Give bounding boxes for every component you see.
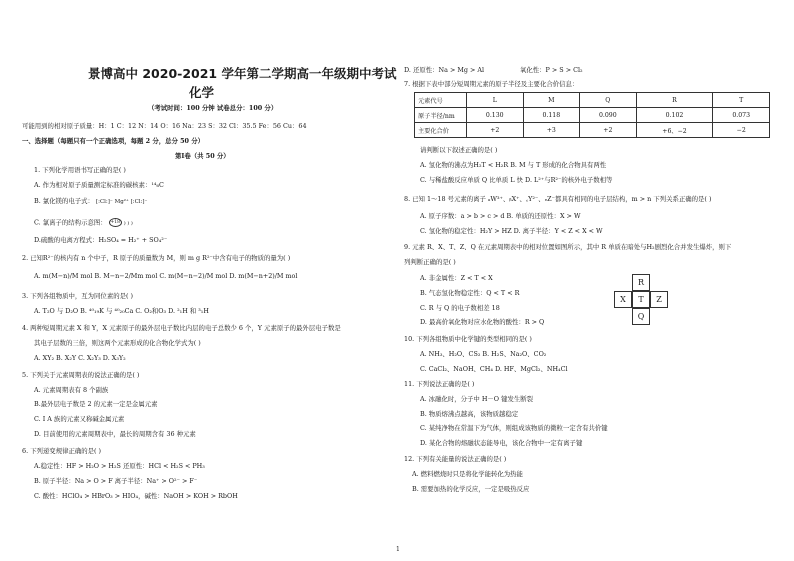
question-5: 5. 下列关于元素周期表的说法正确的是( ) (22, 371, 140, 379)
q6-option-c: C. 酸性：HClO₄ > HBrO₃ > HIO₄，碱性：NaOH > KOH > RbOH (34, 492, 238, 500)
question-11: 11. 下列说法正确的是( ) (404, 380, 475, 388)
q1-option-b: B. 氯化镁的电子式： [:Cl:]⁻ Mg²⁺ [:Cl:]⁻ (34, 197, 148, 205)
cell-z: Z (650, 291, 668, 308)
q9-option-c: C. R 与 Q 的电子数相差 18 (420, 304, 500, 312)
question-6: 6. 下列递变规律正确的是( ) (22, 447, 102, 455)
cell-x: X (614, 291, 632, 308)
q7-stem: 请判断以下叙述正确的是( ) (420, 146, 498, 154)
question-10: 10. 下列各组物质中化学键的类型相同的是( ) (404, 335, 532, 343)
question-8: 8. 已知 1～18 号元素的离子 ₐW³⁺、ᵦX⁺、꜀Y²⁻、ₑZ⁻都具有相同的电子层结构，m > n 下列关系正确的是( ) (404, 195, 712, 203)
q9-option-a: A. 非金属性：Z < T < X (420, 274, 493, 282)
subject-title: 化学 (189, 85, 215, 100)
table-header-row: 元素代号 L M Q R T (415, 93, 770, 108)
q12-option-b: B. 需要加热的化学反应，一定是吸热反应 (412, 485, 530, 493)
q10-options-cd: C. CaCl₂、NaOH、CH₄ D. HF、MgCl₂、NH₄Cl (420, 365, 568, 373)
question-4: 4. 两种短周期元素 X 和 Y，X 元素原子的最外层电子数比内层的电子总数少 6 个，Y 元素原子的最外层电子数是 (22, 324, 341, 332)
question-2: 2. 已知R²⁻的核内有 n 个中子，R 原子的质量数为 M，则 m g R²⁻中含有电子的物质的量为( ) (22, 254, 291, 262)
q7-options-cd: C. 与稀盐酸反应单质 Q 比单质 L 快 D. L²⁺与R²⁻的核外电子数相等 (420, 176, 613, 184)
cell-t: T (632, 291, 650, 308)
q11-option-c: C. 某纯净物在常温下为气体，则组成该物质的微粒一定含有共价键 (420, 424, 608, 432)
q6-option-d-left: D. 还原性：Na > Mg > Al (404, 66, 485, 74)
exam-info: （考试时间：100 分钟 试卷总分：100 分） (148, 104, 278, 112)
q9-option-d: D. 最高价氧化物对应水化物的酸性：R > Q (420, 318, 545, 326)
question-9: 9. 元素 R、X、T、Z、Q 在元素周期表中的相对位置如图所示，其中 R 单质在暗处与H₂剧烈化合并发生爆炸，则下 (404, 243, 732, 251)
q5-option-d: D. 目前使用的元素周期表中，最长的周期含有 36 种元素 (34, 430, 196, 438)
question-3: 3. 下列各组物质中，互为同位素的是( ) (22, 292, 134, 300)
q11-option-b: B. 物质熔沸点越高，该物质越稳定 (420, 410, 519, 418)
q3-options: A. T₂O 与 D₂O B. ⁴⁰₁₉K 与 ⁴⁰₂₀Ca C. O₂和O₃ D. ²₁H 和 ³₁H (34, 307, 209, 315)
q1-option-a: A. 作为相对原子质量测定标准的碳核素：¹⁴₆C (34, 181, 164, 189)
q5-option-c: C. I A 族的元素又称碱金属元素 (34, 415, 125, 423)
question-4-cont: 其电子层数的三倍，则这两个元素形成的化合物化学式为( ) (34, 339, 201, 347)
cell-q: Q (632, 308, 650, 325)
section-heading: 一、选择题（每题只有一个正确选项，每题 2 分，总分 50 分） (22, 137, 205, 145)
q6-option-d-right: 氧化性：P > S > Cl₂ (520, 66, 583, 74)
exam-title: 景博高中 2020-2021 学年第二学期高一年级期中考试 (88, 66, 397, 81)
q11-option-a: A. 冰融化时，分子中 H－O 键发生断裂 (420, 395, 534, 403)
cell-r: R (632, 274, 650, 291)
q5-option-a: A. 元素周期表有 8 个副族 (34, 386, 109, 394)
q1-option-c: C. 氯离子的结构示意图： +18 ) ) ) (34, 218, 133, 227)
table-row: 主要化合价 +2 +3 +2 +6、−2 −2 (415, 123, 770, 138)
question-9-cont: 列判断正确的是( ) (404, 258, 456, 266)
q1-option-d: D.硫酸的电离方程式：H₂SO₄ = H₂⁺ + SO₄²⁻ (34, 236, 168, 244)
table-row: 原子半径/nm 0.130 0.118 0.090 0.102 0.073 (415, 108, 770, 123)
q6-option-b: B. 原子半径：Na > O > F 离子半径：Na⁺ > O²⁻ > F⁻ (34, 477, 198, 485)
question-1: 1. 下列化学用语书写正确的是( ) (34, 166, 126, 174)
element-table (414, 92, 770, 138)
q11-option-d: D. 某化合物的熔融状态能导电，该化合物中一定有离子键 (420, 439, 583, 447)
q8-options-cd: C. 氢化物的稳定性：H₂Y > HZ D. 离子半径：Y < Z < X < W (420, 227, 603, 235)
q5-option-b: B.最外层电子数是 2 的元素一定是金属元素 (34, 400, 158, 408)
q4-options: A. XY₂ B. X₂Y C. X₂Y₃ D. X₃Y₂ (34, 354, 126, 362)
volume-heading: 第Ⅰ卷（共 50 分） (175, 152, 230, 160)
q10-options-ab: A. NH₃、H₂O、CS₂ B. H₂S、Na₂O、CO₂ (420, 350, 547, 358)
q7-options-ab: A. 氢化物的沸点为H₂T < H₂R B. M 与 T 形成的化合物具有两性 (420, 161, 607, 169)
page-number: 1 (396, 546, 400, 553)
q9-option-b: B. 气态氢化物稳定性：Q < T < R (420, 289, 520, 297)
question-12: 12. 下列有关能量的说法正确的是( ) (404, 455, 507, 463)
q8-options-ab: A. 原子序数：a > b > c > d B. 单质的还原性：X > W (420, 212, 581, 220)
q12-option-a: A. 燃料燃烧时只是将化学能转化为热能 (412, 470, 523, 478)
q2-options: A. m(M−n)/M mol B. M−n−2/Mm mol C. m(M−n−2)/M mol D. m(M−n+2)/M mol (34, 272, 298, 280)
q6-option-a: A.稳定性：HF > H₂O > H₂S 还原性：HCl < H₂S < PH₃ (34, 462, 205, 470)
atomic-masses: 可能用到的相对原子质量：H：1 C：12 N：14 O：16 Na：23 S：32 Cl：35.5 Fe：56 Cu：64 (22, 122, 307, 130)
periodic-position-diagram (614, 274, 668, 326)
mgcl2-electron-formula: [:Cl:]⁻ Mg²⁺ [:Cl:]⁻ (95, 199, 148, 205)
chloride-ion-diagram: +18 (110, 220, 120, 225)
question-7: 7. 根据下表中部分短周期元素的原子半径及主要化合价信息： (404, 80, 579, 88)
